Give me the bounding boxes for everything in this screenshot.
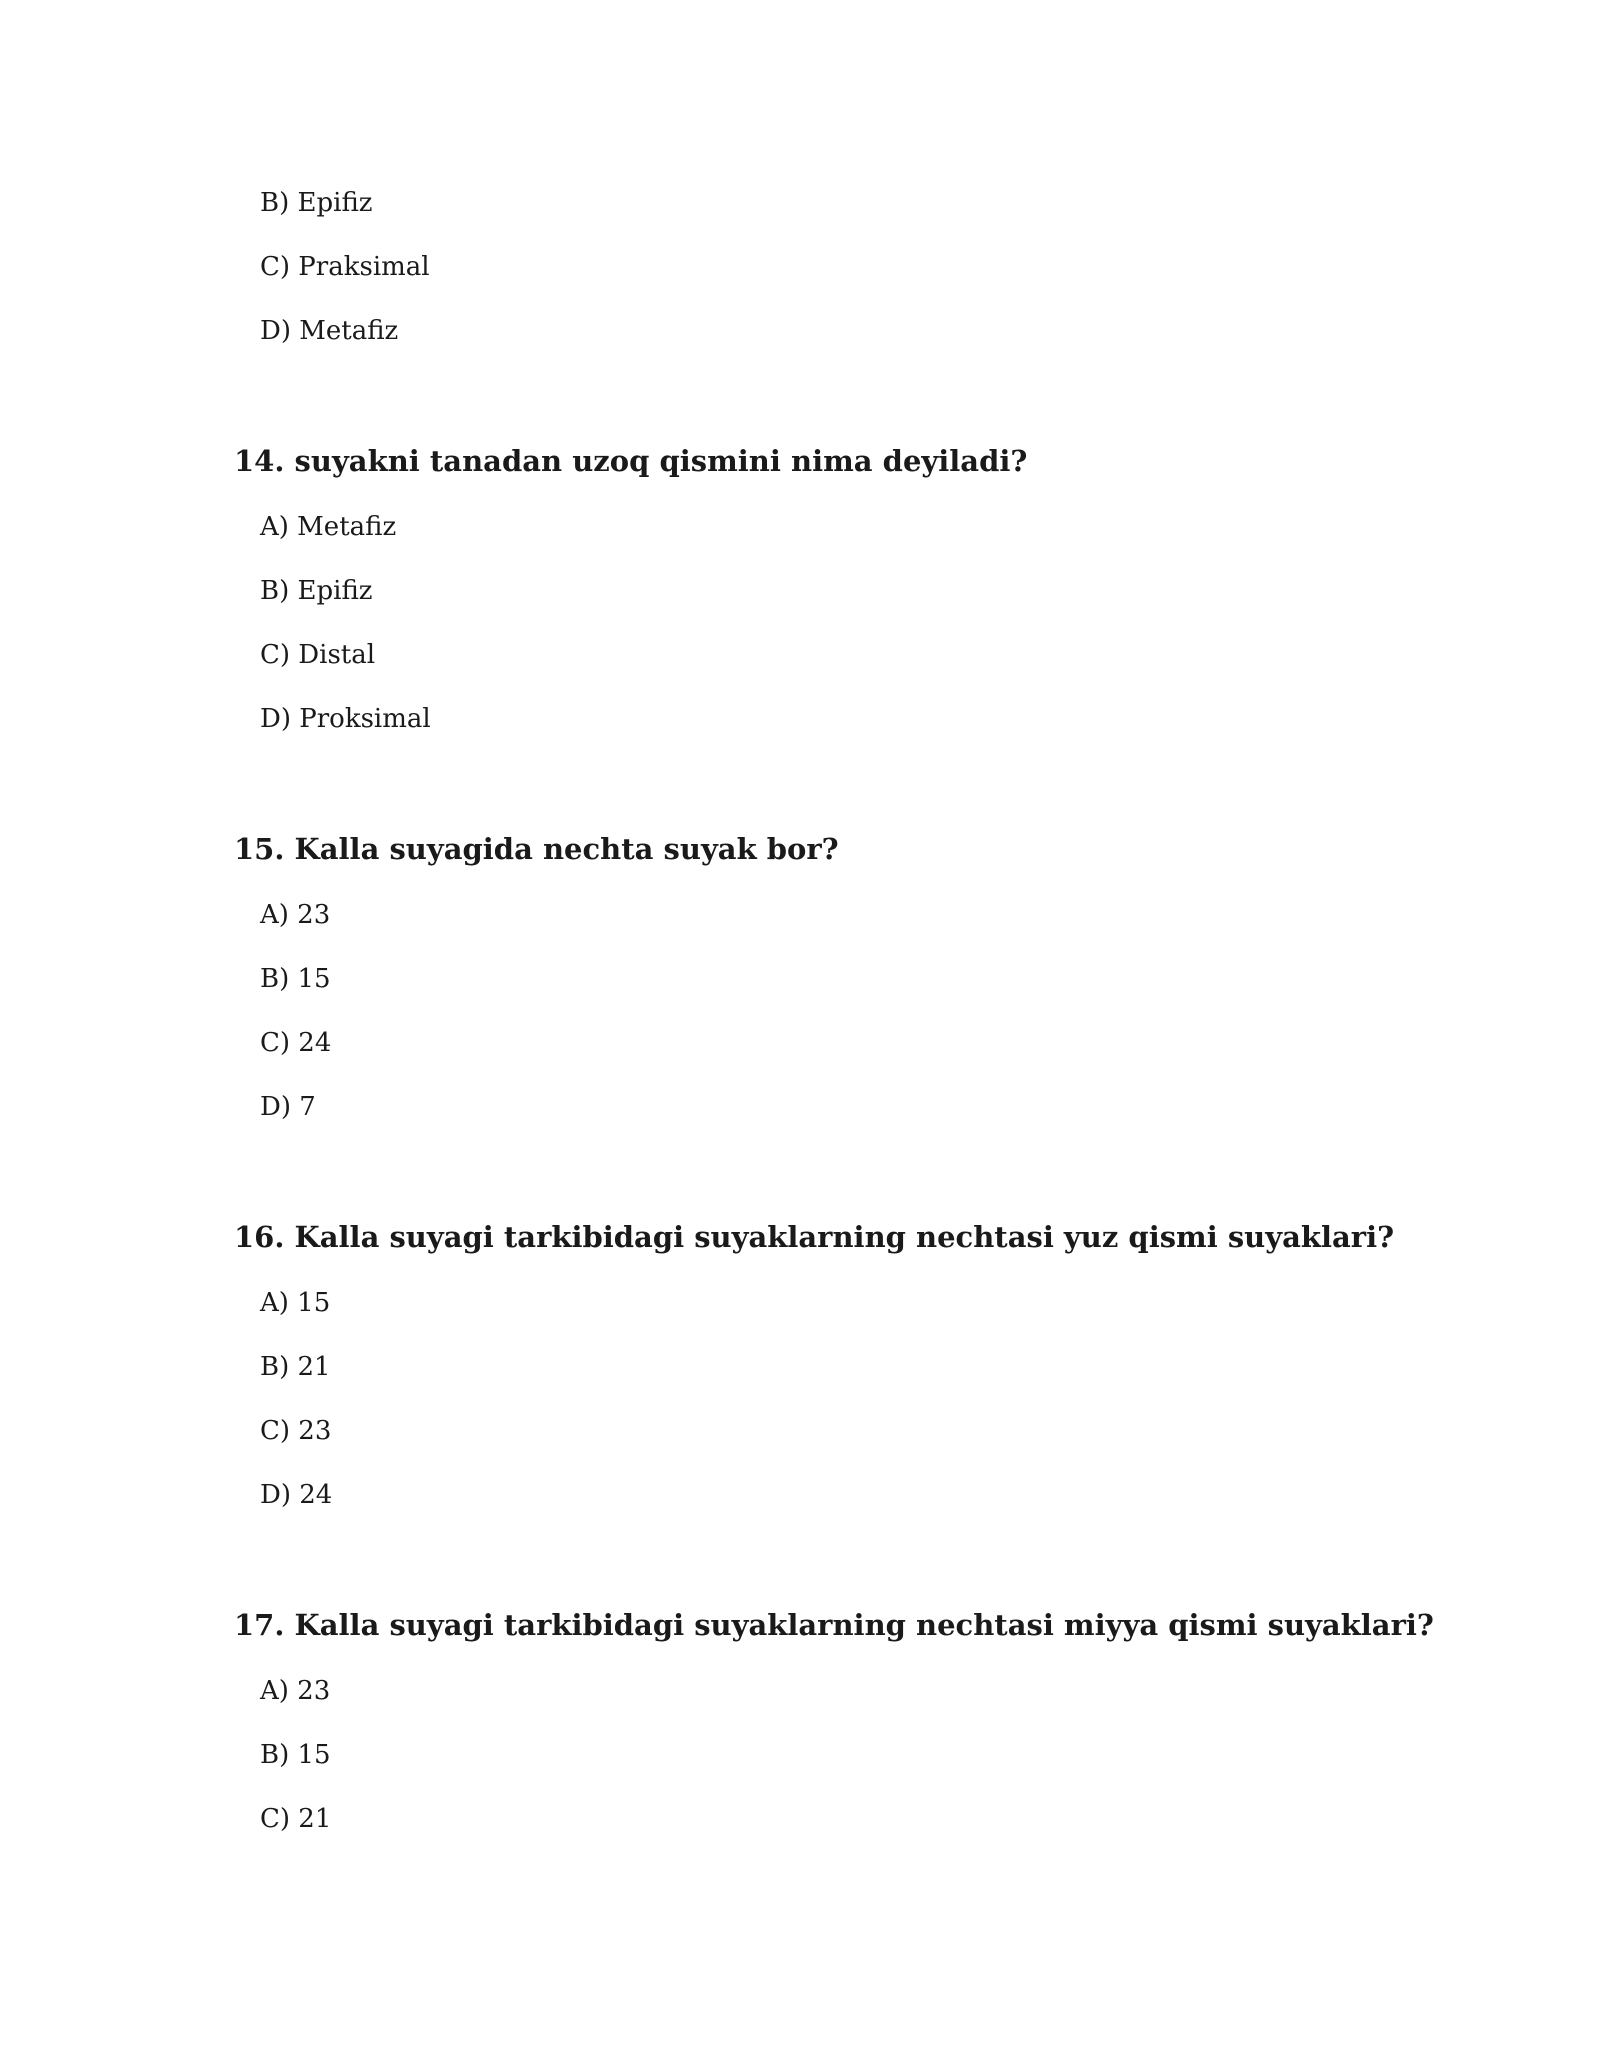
option-b: B) Epifiz (260, 188, 373, 218)
question-16: 16. Kalla suyagi tarkibidagi suyaklarning nechtasi yuz qismi suyaklari? (234, 1220, 1395, 1254)
question-16-option-b: B) 21 (260, 1352, 331, 1382)
question-16-option-c: C) 23 (260, 1416, 332, 1446)
question-15-option-d: D) 7 (260, 1092, 316, 1122)
question-14-option-a: A) Metafiz (260, 512, 397, 542)
question-17-option-b: B) 15 (260, 1740, 331, 1770)
question-14-option-c: C) Distal (260, 640, 376, 670)
question-15-option-c: C) 24 (260, 1028, 332, 1058)
question-14-option-d: D) Proksimal (260, 704, 431, 734)
option-d: D) Metafiz (260, 316, 399, 346)
question-16-option-a: A) 15 (260, 1288, 331, 1318)
question-14-option-b: B) Epifiz (260, 576, 373, 606)
question-17: 17. Kalla suyagi tarkibidagi suyaklarning nechtasi miyya qismi suyaklari? (234, 1608, 1434, 1642)
question-17-option-a: A) 23 (260, 1676, 331, 1706)
question-15: 15. Kalla suyagida nechta suyak bor? (234, 832, 839, 866)
question-16-option-d: D) 24 (260, 1480, 333, 1510)
option-c: C) Praksimal (260, 252, 430, 282)
question-17-option-c: C) 21 (260, 1804, 332, 1834)
question-15-option-b: B) 15 (260, 964, 331, 994)
question-15-option-a: A) 23 (260, 900, 331, 930)
question-14: 14. suyakni tanadan uzoq qismini nima deyiladi? (234, 444, 1028, 478)
